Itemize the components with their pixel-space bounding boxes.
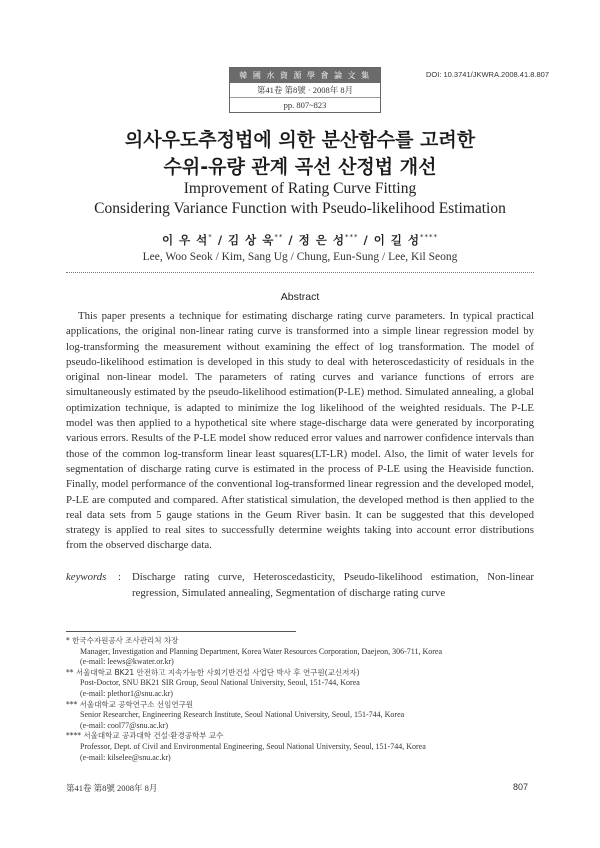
footnote <box>66 731 534 763</box>
author-mark: **** <box>420 233 439 242</box>
footnote-mark: * <box>66 636 70 645</box>
keywords-text: Discharge rating curve, Heteroscedasticity, Pseudo-likelihood estimation, Non-linear regression, Simulated annealing, Segmentation of discharge rating curve <box>132 571 534 599</box>
footnote-mark: ** <box>66 667 74 677</box>
footnote-email: (e-mail: cool77@snu.ac.kr) <box>80 720 169 730</box>
footnote <box>66 636 534 668</box>
footnote-divider <box>66 631 296 632</box>
author-name: 이 길 성 <box>373 233 421 247</box>
footnote-english: Post-Doctor, SNU BK21 SIR Group, Seoul National University, Seoul, 151-744, Korea <box>80 678 360 688</box>
korean-title-line-2: 수위-유량 관계 곡선 산정법 개선 <box>163 156 437 178</box>
author-mark: * <box>208 233 213 242</box>
footnote-korean: 서울대학교 공과대학 건설·환경공학부 교수 <box>83 731 224 741</box>
journal-volume: 第41卷 第8號 · 2008年 8月 <box>230 83 380 98</box>
abstract-heading: Abstract <box>280 291 320 303</box>
keywords-label: keywords <box>66 571 107 583</box>
author-name: 이 우 석 <box>161 233 209 247</box>
keywords-colon: : <box>118 571 121 583</box>
authors-korean <box>0 232 600 248</box>
abstract-body: This paper presents a technique for estimating discharge rating curve parameters. In typical practical applications, the original non-linear rating curve is transformed into a simple linear regression model by log-transforming the measurement without examining the effect of log transformation. The model of pseudo-likelihood estimation is developed in this study to deal with heteroscedasticity of residuals in the original non-linear model. The parameters of rating curves and variance functions of errors are simultaneously estimated by the pseudo-likelihood estimation(P-LE) method. Simulated annealing, a global optimization technique, is adapted to minimize the log likelihood of the weighted residuals. The P-LE model was then applied to a hypothetical site where stage-discharge data were generated by incorporating various errors. Results of the P-LE model show reduced error values and narrower confidence intervals than those of the common log-transform linear least squares(LT-LR) model. Also, the limit of water levels for segmentation of discharge rating curve is estimated in the process of P-LE using the Heaviside function. Finally, model performance of the conventional log-transformed linear regression and the developed model, P-LE are computed and compared. After statistical simulation, the developed method is then applied to the real data sets from 5 gauge stations in the Geum River basin. It can be suggested that this developed strategy is applied to real sites to successfully determine weights taking into account error distributions from the observed discharge data. <box>66 310 534 552</box>
footnote-english: Senior Researcher, Engineering Research Institute, Seoul National University, Seoul, 151-744, Korea <box>80 710 405 720</box>
author-name: 정 은 성 <box>298 233 345 247</box>
footnote-korean: 서울대학교 공학연구소 선임연구원 <box>79 699 194 709</box>
footnote-english: Manager, Investigation and Planning Department, Korea Water Resources Corporation, Daejeon, 306-711, Korea <box>80 646 443 656</box>
author-separator: / <box>217 233 229 247</box>
footnote-mark: *** <box>66 699 78 709</box>
author-mark: ** <box>274 233 284 242</box>
journal-pages: pp. 807~823 <box>283 100 327 110</box>
english-title-line-2: Considering Variance Function with Pseudo-likelihood Estimation <box>94 200 506 217</box>
doi: DOI: 10.3741/JKWRA.2008.41.8.807 <box>426 70 549 79</box>
footnote-korean: 서울대학교 BK21 안전하고 지속가능한 사회기반건설 사업단 박사 후 연구원(교신저자) <box>75 667 360 677</box>
author-separator: / <box>288 233 299 247</box>
journal-name: 韓 國 水 資 源 學 會 論 文 集 <box>230 68 380 83</box>
korean-title-line-1: 의사우도추정법에 의한 분산함수를 고려한 <box>124 129 476 151</box>
footnote <box>66 700 534 732</box>
footnotes <box>66 636 534 763</box>
footnote <box>66 668 534 700</box>
footnote-email: (e-mail: leews@kwater.or.kr) <box>80 657 174 667</box>
footnote-email: (e-mail: plethor1@snu.ac.kr) <box>80 688 173 698</box>
author-name: 김 상 욱 <box>228 233 275 247</box>
footnote-korean: 한국수자원공사 조사관리처 차장 <box>72 636 179 645</box>
footer-issue: 第41卷 第8號 2008年 8月 <box>66 783 158 793</box>
page-number: 807 <box>513 782 529 792</box>
authors-english: Lee, Woo Seok / Kim, Sang Ug / Chung, Eun-Sung / Lee, Kil Seong <box>142 251 458 263</box>
footnote-english: Professor, Dept. of Civil and Environmental Engineering, Seoul National University, Seoul, 151-744, Korea <box>80 741 426 751</box>
dotted-divider <box>66 272 534 273</box>
footnote-mark: **** <box>66 731 81 741</box>
author-mark: *** <box>344 233 359 242</box>
author-separator: / <box>363 233 374 247</box>
english-title-line-1: Improvement of Rating Curve Fitting <box>183 180 417 197</box>
journal-header-box <box>229 67 381 113</box>
footnote-email: (e-mail: kilselee@snu.ac.kr) <box>80 752 171 762</box>
